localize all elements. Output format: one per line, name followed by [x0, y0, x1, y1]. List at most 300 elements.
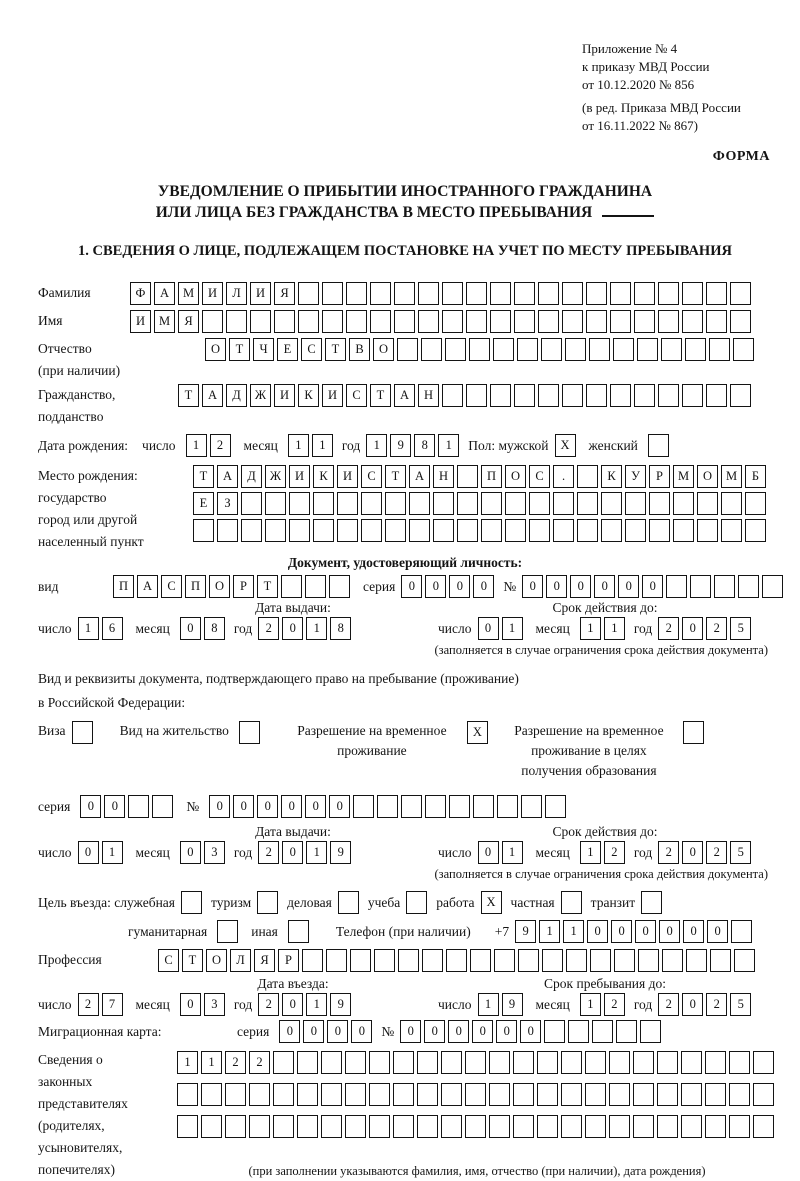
birth-place-cell[interactable]: К	[601, 465, 622, 488]
birth-place-cell[interactable]	[697, 492, 718, 515]
given-name-cell[interactable]	[442, 310, 463, 333]
citizenship-cell[interactable]: К	[298, 384, 319, 407]
patronymic-cell[interactable]: О	[373, 338, 394, 361]
surname-cell[interactable]: И	[250, 282, 271, 305]
citizenship-cell[interactable]: С	[346, 384, 367, 407]
profession-cell[interactable]	[518, 949, 539, 972]
representative-cell[interactable]	[465, 1083, 486, 1106]
birth-place-cell[interactable]	[313, 519, 334, 542]
identity-valid-year-cell[interactable]: 2	[658, 617, 679, 640]
profession-cell[interactable]: С	[158, 949, 179, 972]
stay-doc-issue-year-cell[interactable]: 2	[258, 841, 279, 864]
birth-place-cell[interactable]	[697, 519, 718, 542]
representative-cell[interactable]	[585, 1115, 606, 1138]
given-name-cell[interactable]	[466, 310, 487, 333]
representative-cell[interactable]	[609, 1051, 630, 1074]
identity-number-cell[interactable]: 0	[618, 575, 639, 598]
profession-cell[interactable]	[638, 949, 659, 972]
birth-place-cell[interactable]	[529, 492, 550, 515]
birth-place-cell[interactable]	[577, 465, 598, 488]
citizenship-cell[interactable]	[610, 384, 631, 407]
representative-cell[interactable]	[369, 1115, 390, 1138]
phone-cell[interactable]: 0	[611, 920, 632, 943]
profession-cell[interactable]: Л	[230, 949, 251, 972]
identity-number-cell[interactable]	[762, 575, 783, 598]
patronymic-cell[interactable]	[589, 338, 610, 361]
stay-doc-number-cell[interactable]	[521, 795, 542, 818]
phone-cell[interactable]: 1	[539, 920, 560, 943]
birth-place-cell[interactable]	[193, 519, 214, 542]
representative-cell[interactable]	[225, 1115, 246, 1138]
birth-place-cell[interactable]	[265, 519, 286, 542]
representative-cell[interactable]	[273, 1051, 294, 1074]
migration-card-number-cell[interactable]	[616, 1020, 637, 1043]
surname-cell[interactable]	[322, 282, 343, 305]
purpose-other-cell[interactable]	[288, 920, 309, 943]
birth-place-cell[interactable]	[649, 519, 670, 542]
given-name-cell[interactable]: Я	[178, 310, 199, 333]
stay-doc-issue-year-cell[interactable]: 1	[306, 841, 327, 864]
identity-series-cell[interactable]: 0	[401, 575, 422, 598]
representative-cell[interactable]	[225, 1083, 246, 1106]
identity-valid-month-cell[interactable]: 1	[604, 617, 625, 640]
patronymic-cell[interactable]: Е	[277, 338, 298, 361]
migration-card-series-cell[interactable]: 0	[351, 1020, 372, 1043]
identity-issue-year-cell[interactable]: 8	[330, 617, 351, 640]
representative-cell[interactable]	[489, 1115, 510, 1138]
stay-until-day-cell[interactable]: 9	[502, 993, 523, 1016]
migration-card-series-cell[interactable]: 0	[303, 1020, 324, 1043]
stay-until-year-cell[interactable]: 0	[682, 993, 703, 1016]
representative-cell[interactable]	[729, 1083, 750, 1106]
representative-cell[interactable]	[465, 1051, 486, 1074]
given-name-cell[interactable]: И	[130, 310, 151, 333]
migration-card-number-cell[interactable]: 0	[496, 1020, 517, 1043]
profession-cell[interactable]	[446, 949, 467, 972]
temp-residence-cell[interactable]: X	[467, 721, 488, 744]
stay-doc-number-cell[interactable]: 0	[281, 795, 302, 818]
birth-place-cell[interactable]: .	[553, 465, 574, 488]
representative-cell[interactable]	[321, 1115, 342, 1138]
profession-cell[interactable]	[470, 949, 491, 972]
entry-day-cell[interactable]: 2	[78, 993, 99, 1016]
given-name-cell[interactable]	[202, 310, 223, 333]
surname-cell[interactable]: Ф	[130, 282, 151, 305]
surname-cell[interactable]	[538, 282, 559, 305]
representative-cell[interactable]	[417, 1083, 438, 1106]
birth-place-cell[interactable]	[625, 519, 646, 542]
birth-place-cell[interactable]: С	[361, 465, 382, 488]
representative-cell[interactable]	[753, 1083, 774, 1106]
citizenship-cell[interactable]	[586, 384, 607, 407]
patronymic-cell[interactable]	[613, 338, 634, 361]
birth-place-cell[interactable]: М	[673, 465, 694, 488]
birth-month-cell[interactable]: 1	[312, 434, 333, 457]
migration-card-number-cell[interactable]: 0	[448, 1020, 469, 1043]
representative-cell[interactable]	[513, 1083, 534, 1106]
representative-cell[interactable]	[273, 1115, 294, 1138]
representative-cell[interactable]	[369, 1051, 390, 1074]
patronymic-cell[interactable]	[661, 338, 682, 361]
representative-cell[interactable]	[729, 1115, 750, 1138]
representative-cell[interactable]	[657, 1051, 678, 1074]
birth-place-cell[interactable]	[673, 519, 694, 542]
identity-issue-year-cell[interactable]: 1	[306, 617, 327, 640]
given-name-cell[interactable]	[562, 310, 583, 333]
representative-cell[interactable]	[177, 1083, 198, 1106]
birth-place-cell[interactable]: Д	[241, 465, 262, 488]
representative-cell[interactable]	[537, 1083, 558, 1106]
birth-place-cell[interactable]	[673, 492, 694, 515]
birth-place-cell[interactable]: А	[217, 465, 238, 488]
birth-place-cell[interactable]: А	[409, 465, 430, 488]
identity-kind-cell[interactable]: Т	[257, 575, 278, 598]
birth-place-cell[interactable]: М	[721, 465, 742, 488]
birth-place-cell[interactable]	[241, 519, 262, 542]
representative-cell[interactable]	[633, 1083, 654, 1106]
residence-permit-cell[interactable]	[239, 721, 260, 744]
patronymic-cell[interactable]	[493, 338, 514, 361]
representative-cell[interactable]	[633, 1051, 654, 1074]
birth-place-cell[interactable]: П	[481, 465, 502, 488]
representative-cell[interactable]	[609, 1083, 630, 1106]
citizenship-cell[interactable]: А	[202, 384, 223, 407]
given-name-cell[interactable]	[634, 310, 655, 333]
given-name-cell[interactable]	[586, 310, 607, 333]
profession-cell[interactable]	[590, 949, 611, 972]
purpose-tourism-cell[interactable]	[257, 891, 278, 914]
representative-cell[interactable]	[561, 1051, 582, 1074]
representative-cell[interactable]	[753, 1115, 774, 1138]
profession-cell[interactable]	[494, 949, 515, 972]
birth-place-cell[interactable]: Р	[649, 465, 670, 488]
birth-place-cell[interactable]: Ж	[265, 465, 286, 488]
birth-place-cell[interactable]	[529, 519, 550, 542]
identity-number-cell[interactable]	[738, 575, 759, 598]
stay-doc-series-cell[interactable]: 0	[104, 795, 125, 818]
given-name-cell[interactable]	[610, 310, 631, 333]
profession-cell[interactable]	[398, 949, 419, 972]
given-name-cell[interactable]	[418, 310, 439, 333]
birth-place-cell[interactable]	[625, 492, 646, 515]
identity-number-cell[interactable]: 0	[570, 575, 591, 598]
citizenship-cell[interactable]: Т	[370, 384, 391, 407]
patronymic-cell[interactable]	[733, 338, 754, 361]
migration-card-number-cell[interactable]: 0	[424, 1020, 445, 1043]
birth-place-cell[interactable]	[289, 492, 310, 515]
birth-place-cell[interactable]	[457, 465, 478, 488]
stay-until-year-cell[interactable]: 2	[658, 993, 679, 1016]
citizenship-cell[interactable]	[730, 384, 751, 407]
representative-cell[interactable]	[705, 1051, 726, 1074]
representative-cell[interactable]	[705, 1083, 726, 1106]
birth-place-cell[interactable]	[481, 492, 502, 515]
representative-cell[interactable]	[297, 1083, 318, 1106]
representative-cell[interactable]	[465, 1115, 486, 1138]
stay-until-month-cell[interactable]: 1	[580, 993, 601, 1016]
representative-cell[interactable]	[321, 1051, 342, 1074]
stay-doc-issue-day-cell[interactable]: 1	[102, 841, 123, 864]
citizenship-cell[interactable]: Д	[226, 384, 247, 407]
representative-cell[interactable]	[681, 1115, 702, 1138]
phone-cell[interactable]: 0	[587, 920, 608, 943]
identity-valid-year-cell[interactable]: 2	[706, 617, 727, 640]
birth-place-cell[interactable]	[289, 519, 310, 542]
profession-cell[interactable]	[374, 949, 395, 972]
birth-place-cell[interactable]: З	[217, 492, 238, 515]
stay-doc-valid-year-cell[interactable]: 2	[706, 841, 727, 864]
representative-cell[interactable]	[417, 1115, 438, 1138]
representative-cell[interactable]	[513, 1115, 534, 1138]
purpose-study-cell[interactable]	[406, 891, 427, 914]
profession-cell[interactable]: Р	[278, 949, 299, 972]
birth-year-cell[interactable]: 1	[438, 434, 459, 457]
stay-doc-number-cell[interactable]: 0	[209, 795, 230, 818]
identity-kind-cell[interactable]	[281, 575, 302, 598]
birth-place-cell[interactable]	[409, 492, 430, 515]
citizenship-cell[interactable]	[538, 384, 559, 407]
stay-doc-valid-year-cell[interactable]: 0	[682, 841, 703, 864]
birth-place-cell[interactable]: С	[529, 465, 550, 488]
profession-cell[interactable]	[566, 949, 587, 972]
stay-doc-issue-day-cell[interactable]: 0	[78, 841, 99, 864]
identity-valid-year-cell[interactable]: 5	[730, 617, 751, 640]
stay-doc-series-cell[interactable]: 0	[80, 795, 101, 818]
given-name-cell[interactable]	[490, 310, 511, 333]
birth-place-cell[interactable]	[577, 519, 598, 542]
entry-year-cell[interactable]: 0	[282, 993, 303, 1016]
identity-series-cell[interactable]: 0	[449, 575, 470, 598]
citizenship-cell[interactable]: А	[394, 384, 415, 407]
birth-year-cell[interactable]: 8	[414, 434, 435, 457]
given-name-cell[interactable]	[730, 310, 751, 333]
surname-cell[interactable]	[706, 282, 727, 305]
migration-card-number-cell[interactable]	[592, 1020, 613, 1043]
sex-male-cell[interactable]: X	[555, 434, 576, 457]
birth-place-cell[interactable]	[241, 492, 262, 515]
migration-card-series-cell[interactable]: 0	[279, 1020, 300, 1043]
visa-cell[interactable]	[72, 721, 93, 744]
given-name-cell[interactable]	[370, 310, 391, 333]
birth-year-cell[interactable]: 9	[390, 434, 411, 457]
stay-doc-series-cell[interactable]	[128, 795, 149, 818]
patronymic-cell[interactable]: Ч	[253, 338, 274, 361]
stay-doc-number-cell[interactable]: 0	[257, 795, 278, 818]
stay-until-month-cell[interactable]: 2	[604, 993, 625, 1016]
birth-place-cell[interactable]	[217, 519, 238, 542]
entry-month-cell[interactable]: 3	[204, 993, 225, 1016]
birth-year-cell[interactable]: 1	[366, 434, 387, 457]
entry-day-cell[interactable]: 7	[102, 993, 123, 1016]
representative-cell[interactable]	[297, 1115, 318, 1138]
representative-cell[interactable]	[537, 1051, 558, 1074]
migration-card-number-cell[interactable]	[640, 1020, 661, 1043]
representative-cell[interactable]	[657, 1115, 678, 1138]
surname-cell[interactable]	[442, 282, 463, 305]
identity-issue-month-cell[interactable]: 8	[204, 617, 225, 640]
phone-cell[interactable]: 0	[707, 920, 728, 943]
birth-place-cell[interactable]: Е	[193, 492, 214, 515]
birth-place-cell[interactable]: И	[337, 465, 358, 488]
entry-month-cell[interactable]: 0	[180, 993, 201, 1016]
surname-cell[interactable]: Л	[226, 282, 247, 305]
stay-doc-series-cell[interactable]	[152, 795, 173, 818]
representative-cell[interactable]	[561, 1083, 582, 1106]
identity-valid-day-cell[interactable]: 0	[478, 617, 499, 640]
representative-cell[interactable]	[297, 1051, 318, 1074]
birth-place-cell[interactable]	[385, 492, 406, 515]
identity-issue-day-cell[interactable]: 1	[78, 617, 99, 640]
surname-cell[interactable]	[634, 282, 655, 305]
temp-residence-education-cell[interactable]	[683, 721, 704, 744]
entry-year-cell[interactable]: 9	[330, 993, 351, 1016]
representative-cell[interactable]	[249, 1083, 270, 1106]
representative-cell[interactable]	[633, 1115, 654, 1138]
identity-number-cell[interactable]: 0	[522, 575, 543, 598]
representative-cell[interactable]	[489, 1051, 510, 1074]
migration-card-number-cell[interactable]	[568, 1020, 589, 1043]
patronymic-cell[interactable]	[685, 338, 706, 361]
identity-valid-day-cell[interactable]: 1	[502, 617, 523, 640]
birth-month-cell[interactable]: 1	[288, 434, 309, 457]
purpose-work-cell[interactable]: X	[481, 891, 502, 914]
given-name-cell[interactable]	[226, 310, 247, 333]
birth-place-cell[interactable]	[433, 519, 454, 542]
citizenship-cell[interactable]: Н	[418, 384, 439, 407]
stay-doc-number-cell[interactable]	[377, 795, 398, 818]
representative-cell[interactable]	[441, 1051, 462, 1074]
migration-card-series-cell[interactable]: 0	[327, 1020, 348, 1043]
profession-cell[interactable]: Т	[182, 949, 203, 972]
patronymic-cell[interactable]	[445, 338, 466, 361]
birth-place-cell[interactable]: Н	[433, 465, 454, 488]
sex-female-cell[interactable]	[648, 434, 669, 457]
representative-cell[interactable]	[177, 1115, 198, 1138]
representative-cell[interactable]	[417, 1051, 438, 1074]
surname-cell[interactable]: И	[202, 282, 223, 305]
representative-cell[interactable]	[585, 1051, 606, 1074]
profession-cell[interactable]	[710, 949, 731, 972]
patronymic-cell[interactable]	[709, 338, 730, 361]
representative-cell[interactable]	[441, 1083, 462, 1106]
identity-issue-year-cell[interactable]: 0	[282, 617, 303, 640]
stay-doc-number-cell[interactable]	[497, 795, 518, 818]
patronymic-cell[interactable]	[397, 338, 418, 361]
stay-doc-number-cell[interactable]	[545, 795, 566, 818]
birth-place-cell[interactable]	[433, 492, 454, 515]
citizenship-cell[interactable]: И	[322, 384, 343, 407]
stay-doc-number-cell[interactable]	[425, 795, 446, 818]
birth-place-cell[interactable]	[457, 519, 478, 542]
profession-cell[interactable]	[422, 949, 443, 972]
representative-cell[interactable]: 2	[225, 1051, 246, 1074]
birth-place-cell[interactable]: Т	[193, 465, 214, 488]
identity-valid-year-cell[interactable]: 0	[682, 617, 703, 640]
identity-kind-cell[interactable]	[305, 575, 326, 598]
stay-doc-valid-month-cell[interactable]: 2	[604, 841, 625, 864]
birth-place-cell[interactable]	[745, 519, 766, 542]
citizenship-cell[interactable]	[466, 384, 487, 407]
surname-cell[interactable]	[586, 282, 607, 305]
representative-cell[interactable]: 1	[177, 1051, 198, 1074]
birth-place-cell[interactable]: О	[697, 465, 718, 488]
representative-cell[interactable]	[585, 1083, 606, 1106]
identity-kind-cell[interactable]: Р	[233, 575, 254, 598]
identity-issue-month-cell[interactable]: 0	[180, 617, 201, 640]
representative-cell[interactable]	[609, 1115, 630, 1138]
birth-place-cell[interactable]	[553, 519, 574, 542]
patronymic-cell[interactable]: С	[301, 338, 322, 361]
surname-cell[interactable]	[562, 282, 583, 305]
given-name-cell[interactable]	[394, 310, 415, 333]
representative-cell[interactable]	[345, 1051, 366, 1074]
representative-cell[interactable]	[201, 1083, 222, 1106]
representative-cell[interactable]	[657, 1083, 678, 1106]
patronymic-cell[interactable]	[421, 338, 442, 361]
representative-cell[interactable]	[369, 1083, 390, 1106]
profession-cell[interactable]	[686, 949, 707, 972]
profession-cell[interactable]	[350, 949, 371, 972]
patronymic-cell[interactable]: В	[349, 338, 370, 361]
stay-doc-number-cell[interactable]	[401, 795, 422, 818]
representative-cell[interactable]	[201, 1115, 222, 1138]
surname-cell[interactable]: М	[178, 282, 199, 305]
profession-cell[interactable]: Я	[254, 949, 275, 972]
patronymic-cell[interactable]	[541, 338, 562, 361]
identity-series-cell[interactable]: 0	[473, 575, 494, 598]
birth-place-cell[interactable]	[601, 492, 622, 515]
birth-day-cell[interactable]: 1	[186, 434, 207, 457]
surname-cell[interactable]	[658, 282, 679, 305]
phone-cell[interactable]: 0	[683, 920, 704, 943]
representative-cell[interactable]	[537, 1115, 558, 1138]
profession-cell[interactable]: О	[206, 949, 227, 972]
identity-number-cell[interactable]	[714, 575, 735, 598]
stay-doc-number-cell[interactable]	[353, 795, 374, 818]
surname-cell[interactable]: Я	[274, 282, 295, 305]
representative-cell[interactable]	[441, 1115, 462, 1138]
surname-cell[interactable]	[682, 282, 703, 305]
phone-cell[interactable]: 9	[515, 920, 536, 943]
patronymic-cell[interactable]: О	[205, 338, 226, 361]
migration-card-number-cell[interactable]: 0	[520, 1020, 541, 1043]
purpose-service-cell[interactable]	[181, 891, 202, 914]
purpose-transit-cell[interactable]	[641, 891, 662, 914]
stay-doc-number-cell[interactable]: 0	[329, 795, 350, 818]
given-name-cell[interactable]	[322, 310, 343, 333]
migration-card-number-cell[interactable]	[544, 1020, 565, 1043]
representative-cell[interactable]	[345, 1115, 366, 1138]
stay-doc-valid-month-cell[interactable]: 1	[580, 841, 601, 864]
identity-kind-cell[interactable]	[329, 575, 350, 598]
representative-cell[interactable]	[393, 1083, 414, 1106]
given-name-cell[interactable]	[538, 310, 559, 333]
identity-kind-cell[interactable]: О	[209, 575, 230, 598]
profession-cell[interactable]	[326, 949, 347, 972]
given-name-cell[interactable]	[658, 310, 679, 333]
stay-doc-number-cell[interactable]	[473, 795, 494, 818]
stay-doc-valid-day-cell[interactable]: 0	[478, 841, 499, 864]
stay-doc-valid-year-cell[interactable]: 2	[658, 841, 679, 864]
citizenship-cell[interactable]	[514, 384, 535, 407]
entry-year-cell[interactable]: 1	[306, 993, 327, 1016]
citizenship-cell[interactable]	[658, 384, 679, 407]
stay-doc-number-cell[interactable]	[449, 795, 470, 818]
representative-cell[interactable]	[489, 1083, 510, 1106]
surname-cell[interactable]	[730, 282, 751, 305]
stay-until-year-cell[interactable]: 2	[706, 993, 727, 1016]
birth-place-cell[interactable]: О	[505, 465, 526, 488]
